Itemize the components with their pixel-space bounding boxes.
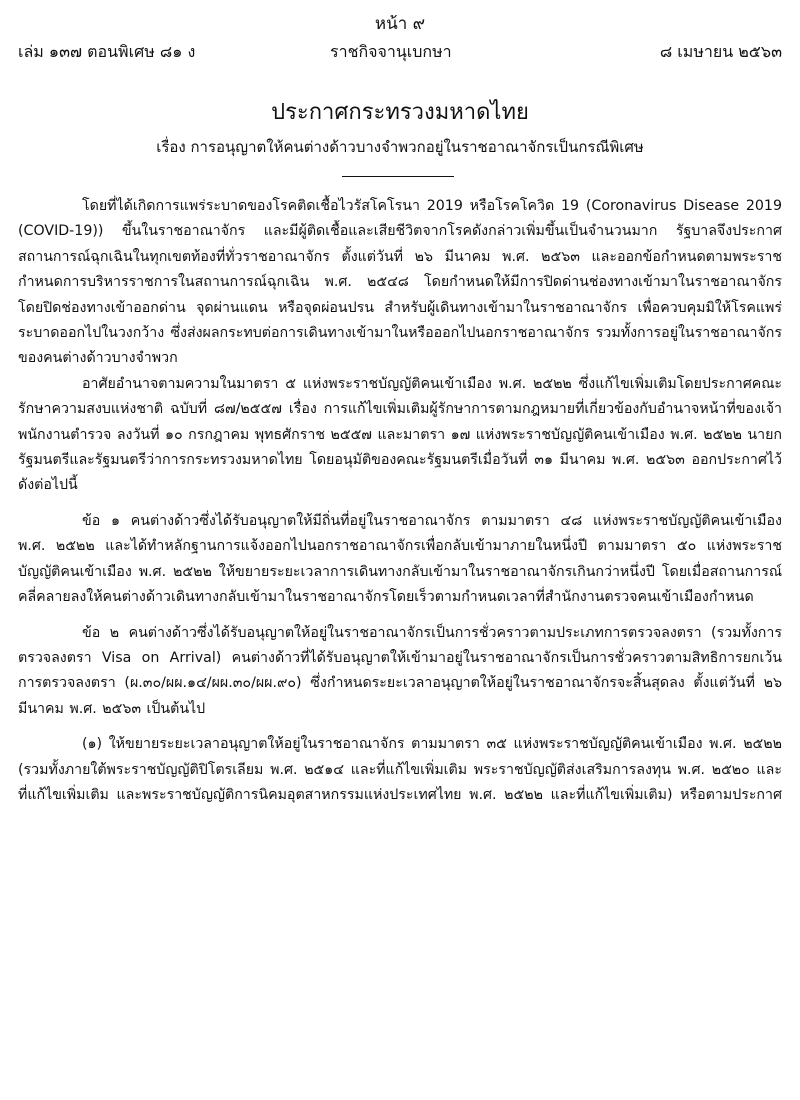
document-body (18, 194, 782, 808)
publication-date: ๘ เมษายน ๒๕๖๓ (659, 42, 782, 61)
title-divider (342, 176, 454, 177)
paragraph-clause-1: ข้อ ๑ คนต่างด้าวซึ่งได้รับอนุญาตให้มีถิ่นที่อยู่ในราชอาณาจักร ตามมาตรา ๔๘ แห่งพระราชบัญญัติคนเข้าเมือง พ.ศ. ๒๕๒๒ และได้ทำหลักฐานการแจ้งออกไปนอกราชอาณาจักรเพื่อกลับเข้ามาภายในหนึ่งปี ตามมาตรา ๕๐ แห่งพระราชบัญญัติคนเข้าเมือง พ.ศ. ๒๕๒๒ ให้ขยายระยะเวลาการเดินทางกลับเข้ามาในราชอาณาจักรเกินกว่าหนึ่งปี โดยเมื่อสถานการณ์คลี่คลายลงให้คนต่างด้าวเดินทางกลับเข้ามาในราชอาณาจักรโดยเร็วตามกำหนดเวลาที่สำนักงานตรวจคนเข้าเมืองกำหนด (18, 512, 782, 606)
document-title: ประกาศกระทรวงมหาดไทย (271, 100, 529, 125)
gazette-name: ราชกิจจานุเบกษา (330, 42, 452, 61)
document-subject: เรื่อง การอนุญาตให้คนต่างด้าวบางจำพวกอยู่ในราชอาณาจักรเป็นกรณีพิเศษ (156, 138, 644, 156)
volume-issue: เล่ม ๑๓๗ ตอนพิเศษ ๘๑ ง (18, 42, 196, 61)
page-number: หน้า ๙ (374, 14, 426, 34)
paragraph-preamble: โดยที่ได้เกิดการแพร่ระบาดของโรคติดเชื้อไวรัสโคโรนา 2019 หรือโรคโควิด 19 (Coronavirus Disease 2019 (COVID-19)) ขึ้นในราชอาณาจักร และมีผู้ติดเชื้อและเสียชีวิตจากโรคดังกล่าวเพิ่มขึ้นเป็นจำนวนมาก รัฐบาลจึงประกาศสถานการณ์ฉุกเฉินในทุกเขตท้องที่ทั่วราชอาณาจักร ตั้งแต่วันที่ ๒๖ มีนาคม พ.ศ. ๒๕๖๓ และออกข้อกำหนดตามพระราชกำหนดการบริหารราชการในสถานการณ์ฉุกเฉิน พ.ศ. ๒๕๔๘ โดยกำหนดให้มีการปิดด่านช่องทางเข้ามาในราชอาณาจักร โดยปิดช่องทางเข้าออกด่าน จุดผ่านแดน หรือจุดผ่อนปรน สำหรับผู้เดินทางเข้ามาในราชอาณาจักร เพื่อควบคุมมิให้โรคแพร่ระบาดออกไปในวงกว้าง ซึ่งส่งผลกระทบต่อการเดินทางเข้ามาในหรือออกไปนอกราชอาณาจักร รวมทั้งการอยู่ในราชอาณาจักรของคนต่างด้าวบางจำพวก (18, 198, 782, 367)
paragraph-clause-2-item-1: (๑) ให้ขยายระยะเวลาอนุญาตให้อยู่ในราชอาณาจักร ตามมาตรา ๓๕ แห่งพระราชบัญญัติคนเข้าเมือง พ.ศ. ๒๕๒๒ (รวมทั้งภายใต้พระราชบัญญัติปิโตรเลียม พ.ศ. ๒๕๑๔ และที่แก้ไขเพิ่มเติม พระราชบัญญัติส่งเสริมการลงทุน พ.ศ. ๒๕๒๐ และที่แก้ไขเพิ่มเติม และพระราชบัญญัติการนิคมอุตสาหกรรมแห่งประเทศไทย พ.ศ. ๒๕๒๒ และที่แก้ไขเพิ่มเติม) หรือตามประกาศ (18, 736, 782, 803)
paragraph-authority: อาศัยอำนาจตามความในมาตรา ๕ แห่งพระราชบัญญัติคนเข้าเมือง พ.ศ. ๒๕๒๒ ซึ่งแก้ไขเพิ่มเติมโดยประกาศคณะรักษาความสงบแห่งชาติ ฉบับที่ ๘๗/๒๕๕๗ เรื่อง การแก้ไขเพิ่มเติมผู้รักษาการตามกฎหมายที่เกี่ยวข้องกับอำนาจหน้าที่ของเจ้าพนักงานตำรวจ ลงวันที่ ๑๐ กรกฎาคม พุทธศักราช ๒๕๕๗ และมาตรา ๑๗ แห่งพระราชบัญญัติคนเข้าเมือง พ.ศ. ๒๕๒๒ นายกรัฐมนตรีและรัฐมนตรีว่าการกระทรวงมหาดไทย โดยอนุมัติของคณะรัฐมนตรีเมื่อวันที่ ๓๑ มีนาคม พ.ศ. ๒๕๖๓ ออกประกาศไว้ดังต่อไปนี้ (18, 375, 783, 494)
paragraph-clause-2: ข้อ ๒ คนต่างด้าวซึ่งได้รับอนุญาตให้อยู่ในราชอาณาจักรเป็นการชั่วคราวตามประเภทการตรวจลงตรา (รวมทั้งการตรวจลงตรา Visa on Arrival) คนต่างด้าวที่ได้รับอนุญาตให้เข้ามาอยู่ในราชอาณาจักรเป็นการชั่วคราวตามสิทธิการยกเว้นการตรวจลงตรา (ผ.๓๐/ผผ.๑๔/ผผ.๓๐/ผผ.๙๐) ซึ่งกำหนดระยะเวลาอนุญาตให้อยู่ในราชอาณาจักรจะสิ้นสุดลง ตั้งแต่วันที่ ๒๖ มีนาคม พ.ศ. ๒๕๖๓ เป็นต้นไป (18, 624, 782, 717)
